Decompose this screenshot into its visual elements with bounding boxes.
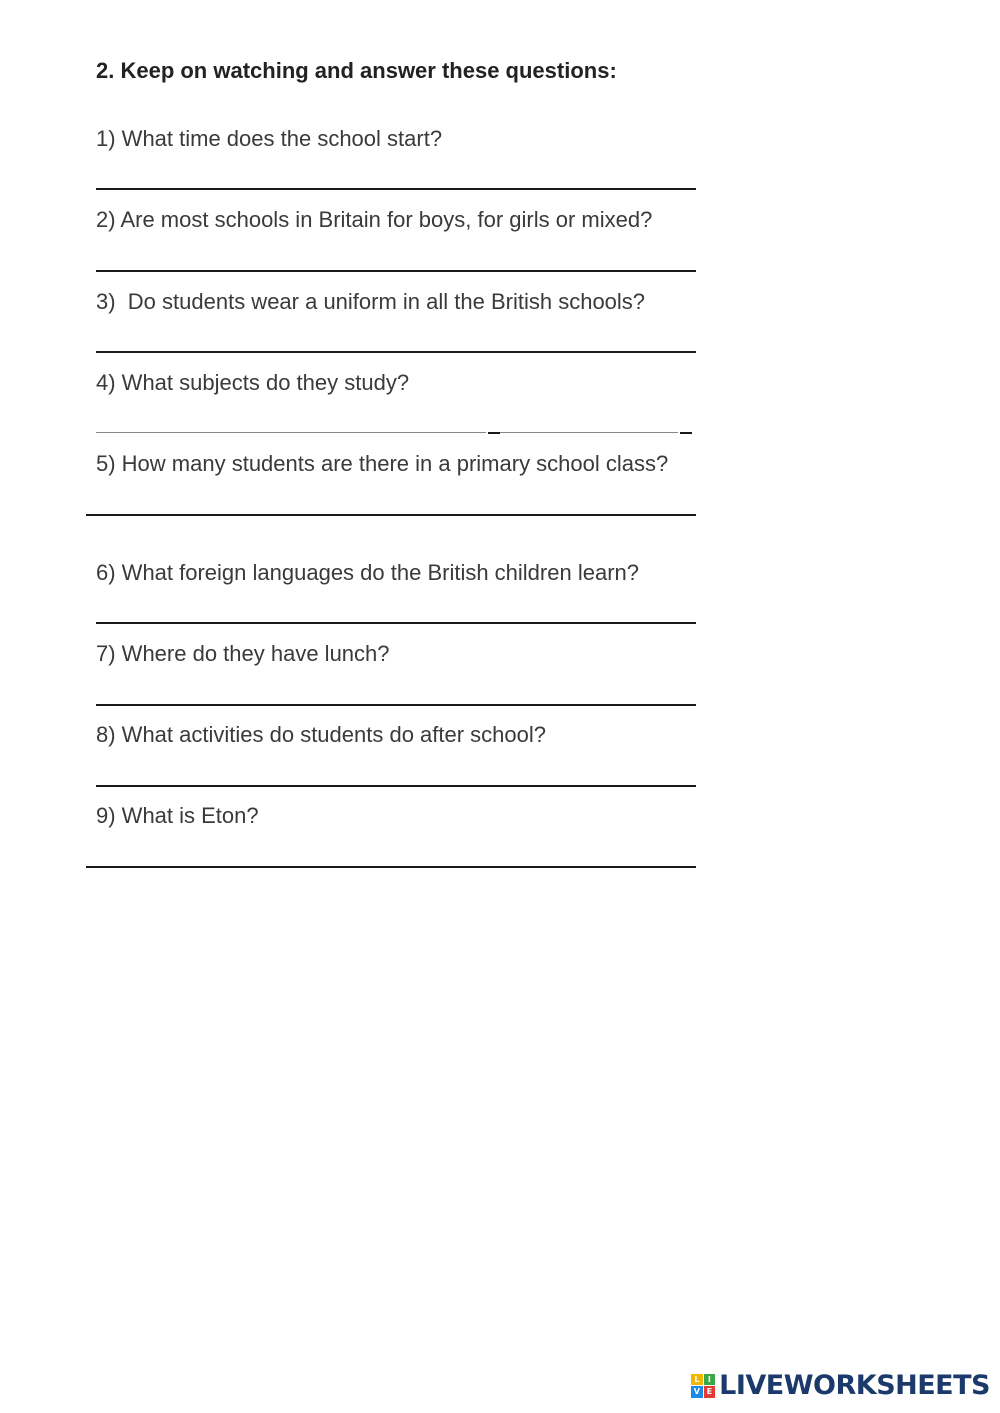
question-4: 4) What subjects do they study? bbox=[96, 370, 410, 395]
answer-line-9[interactable] bbox=[86, 866, 696, 868]
answer-line-1[interactable] bbox=[96, 188, 696, 190]
question-1: 1) What time does the school start? bbox=[96, 126, 443, 151]
question-2: 2) Are most schools in Britain for boys, for girls or mixed? bbox=[96, 207, 653, 232]
question-5: 5) How many students are there in a primary school class? bbox=[96, 451, 669, 476]
answer-line-6[interactable] bbox=[96, 622, 696, 624]
question-8: 8) What activities do students do after school? bbox=[96, 722, 547, 747]
answer-line-2[interactable] bbox=[96, 270, 696, 272]
question-9: 9) What is Eton? bbox=[96, 803, 259, 828]
answer-line-4[interactable] bbox=[96, 432, 696, 434]
liveworksheets-logo bbox=[691, 1370, 990, 1401]
answer-line-3[interactable] bbox=[96, 351, 696, 353]
question-6: 6) What foreign languages do the British children learn? bbox=[96, 560, 639, 585]
answer-line-5[interactable] bbox=[86, 514, 696, 516]
answer-line-8[interactable] bbox=[96, 785, 696, 787]
section-heading: 2. Keep on watching and answer these questions: bbox=[96, 58, 617, 83]
question-7: 7) Where do they have lunch? bbox=[96, 641, 390, 666]
question-3: 3) Do students wear a uniform in all the British schools? bbox=[96, 289, 646, 314]
liveworksheets-logo-icon: L I V E bbox=[691, 1374, 715, 1398]
liveworksheets-logo-text: LIVEWORKSHEETS bbox=[719, 1370, 990, 1401]
answer-line-7[interactable] bbox=[96, 704, 696, 706]
